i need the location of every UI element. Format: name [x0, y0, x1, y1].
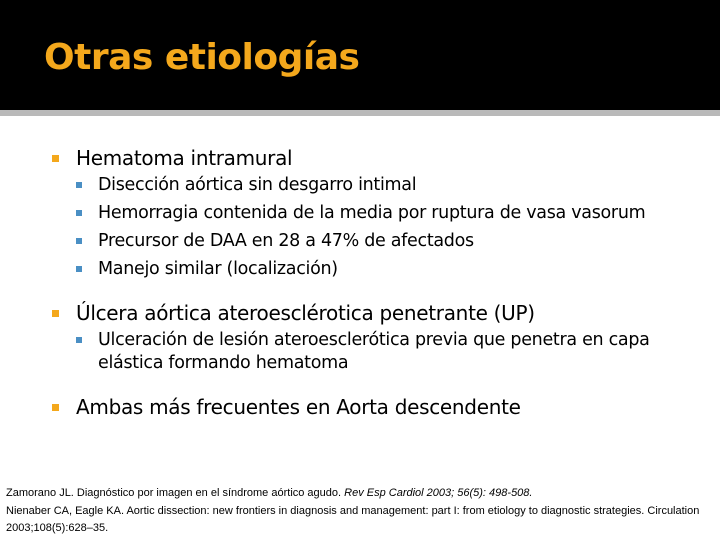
- reference-2: Nienaber CA, Eagle KA. Aortic dissection: new frontiers in diagnosis and management: part I: from etiology to diagnostic strategies. Circulation 2003;108(5):628–35.: [6, 504, 700, 534]
- sub-bullet-item: [76, 230, 698, 253]
- sub-bullet-text: Ulceración de lesión ateroesclerótica previa que penetra en capa elástica formando hematoma: [98, 330, 650, 373]
- square-bullet-icon: [76, 266, 82, 272]
- square-bullet-icon: [76, 337, 82, 343]
- reference-1: Zamorano JL. Diagnóstico por imagen en el síndrome aórtico agudo. Rev Esp Cardiol 2003; 56(5): 498-508.: [6, 487, 533, 499]
- square-bullet-icon: [76, 238, 82, 244]
- sub-bullet-list: [76, 329, 710, 375]
- sub-bullet-item: [76, 258, 698, 281]
- sub-bullet-item: [76, 202, 698, 225]
- bullet-item-ambas: [50, 393, 710, 421]
- sub-bullet-item: [76, 174, 698, 197]
- sub-bullet-list: [76, 174, 710, 281]
- square-bullet-icon: [76, 210, 82, 216]
- bullet-text: Úlcera aórtica ateroesclérotica penetrante (UP): [76, 301, 535, 325]
- bullet-item-ulcera: [50, 299, 710, 375]
- bullet-list: [50, 144, 710, 439]
- bullet-item-hematoma: [50, 144, 710, 281]
- reference-1-journal: Rev Esp Cardiol 2003; 56(5): 498-508.: [344, 487, 533, 499]
- square-bullet-icon: [52, 155, 59, 162]
- bullet-text: Hematoma intramural: [76, 146, 293, 170]
- references: [6, 485, 716, 538]
- sub-bullet-text: Hemorragia contenida de la media por ruptura de vasa vasorum: [98, 203, 646, 223]
- square-bullet-icon: [76, 182, 82, 188]
- title-divider: [0, 110, 720, 116]
- square-bullet-icon: [52, 404, 59, 411]
- sub-bullet-text: Disección aórtica sin desgarro intimal: [98, 175, 417, 195]
- sub-bullet-item: [76, 329, 698, 375]
- slide-title: Otras etiologías: [44, 37, 360, 78]
- square-bullet-icon: [52, 310, 59, 317]
- bullet-text: Ambas más frecuentes en Aorta descendente: [76, 395, 521, 419]
- sub-bullet-text: Manejo similar (localización): [98, 259, 338, 279]
- sub-bullet-text: Precursor de DAA en 28 a 47% de afectados: [98, 231, 474, 251]
